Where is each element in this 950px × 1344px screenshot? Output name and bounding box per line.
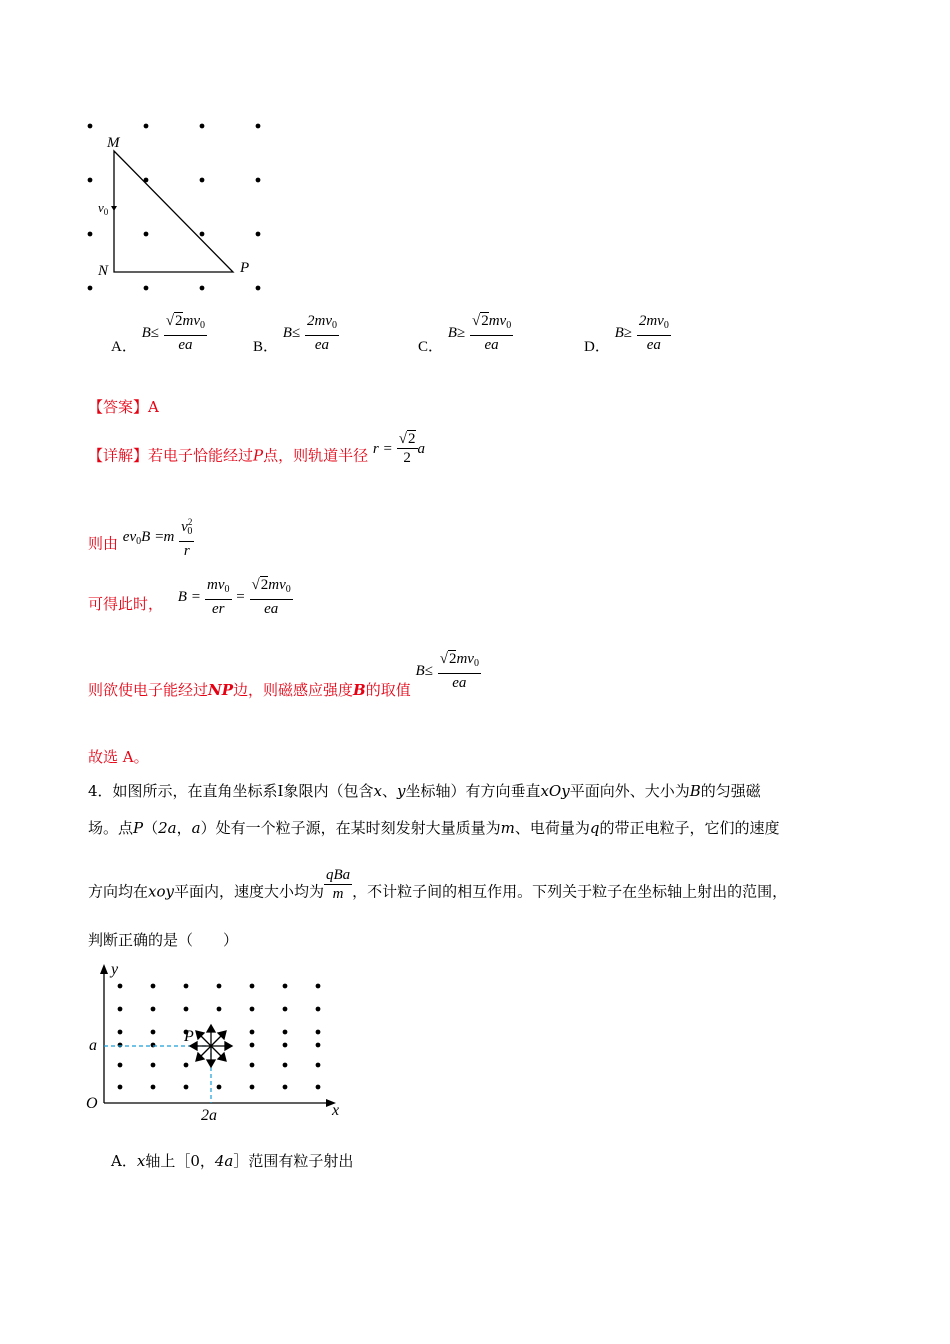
radius-formula: r = $\frac{√2}{2}$ a [372,431,426,466]
label-v0: $v_0$ [98,200,109,217]
figure-coordinate [84,958,354,1128]
option-op: ≤ [150,325,160,341]
option-letter: A． [111,339,137,355]
option-a[interactable] [111,312,207,354]
answer-value: A [148,398,159,416]
field-dots [118,984,321,1090]
option-op: ≥ [456,325,466,341]
detail-label: 【详解】 [88,446,149,465]
detail-text: 边，则磁感应强度 [233,681,354,699]
label-y: y [111,961,119,978]
figure-triangle [80,115,280,300]
detail-text: 则欲使电子能经过 [88,681,209,699]
particle-source-icon [190,1025,232,1067]
q4-line-4: 判断正确的是（ ） [88,931,239,949]
option-op: ≤ [291,325,301,341]
q4-line-2: 场。点P（2a，a）处有一个粒子源，在某时刻发射大量质量为m、电荷量为q的带正电粒子，它们的速度 [88,819,780,837]
detail-text: 可得此时， [88,595,164,613]
option-fraction: $\frac{2mv_0}{ea}$ [306,313,337,353]
detail-text: 若电子恰能经过 [148,446,254,465]
detail-line-4 [88,651,481,702]
label-a: a [89,1037,97,1054]
option-letter: A． [111,1152,137,1170]
detail-text: 的取值 [365,681,411,699]
label-M: M [107,135,120,151]
force-formula: $ev_0B =m$ $\frac{v^2_0}{r}$ [123,527,195,545]
detail-text: 则由 [88,534,119,553]
velocity-arrow-icon [111,206,117,211]
option-text: 轴上［0， [145,1152,215,1170]
option-c[interactable] [418,312,513,354]
detail-line-3 [88,576,293,618]
option-text: ］范围有粒子射出 [233,1152,354,1170]
triangle-MNP [114,151,233,272]
answer-line [88,397,159,417]
detail-P: P [253,446,264,465]
q4-line-1: 4．如图所示，在直角坐标系Ⅰ象限内（包含x、y坐标轴）有方向垂直xOy平面向外、大小为B的匀强磁 [88,782,761,800]
q4-line-3: 方向均在xoy平面内，速度大小均为 $\frac{\text{qBa}}{m}$ ，不计粒子间的相互作用。下列关于粒子在坐标轴上射出的范围， [88,867,788,902]
option-fraction: $\frac{2mv_0}{ea}$ [638,313,669,353]
option-op: ≥ [623,325,633,341]
option-value: 4a [214,1152,234,1170]
option-x: x [136,1152,146,1170]
option-fraction: $\frac{√2mv_0}{ea}$ [165,313,206,353]
detail-line-1 [88,430,425,467]
label-O: O [86,1095,98,1112]
b-range-formula: B≤ $\frac{√2mv_0}{ea}$ [415,651,479,691]
answer-label: 【答案】 [88,398,149,416]
option-lhs: B [282,325,292,341]
label-P: P [240,260,250,276]
option-b[interactable] [253,312,339,354]
q4-option-a[interactable] [111,1151,353,1171]
label-N: N [98,263,109,279]
label-x: x [332,1102,340,1119]
detail-conclusion: 故选 A。 [88,748,149,766]
option-d[interactable] [584,312,671,354]
option-lhs: B [614,325,624,341]
option-letter: D． [584,339,610,355]
option-fraction: $\frac{√2mv_0}{ea}$ [471,313,512,353]
detail-text: 点，则轨道半径 [263,446,369,465]
b-formula: B = $\frac{mv_0}{er}$ = $\frac{√2mv_0}{ea}$ [177,577,291,617]
option-letter: C． [418,339,444,355]
detail-NP: NP [208,681,234,699]
option-lhs: B [141,325,151,341]
detail-B: B [353,681,366,699]
label-2a: 2a [201,1107,217,1124]
y-axis-arrow-icon [100,964,108,974]
detail-line-2 [88,513,194,560]
option-lhs: B [447,325,457,341]
option-letter: B． [253,339,279,355]
label-P2: P [184,1028,194,1045]
